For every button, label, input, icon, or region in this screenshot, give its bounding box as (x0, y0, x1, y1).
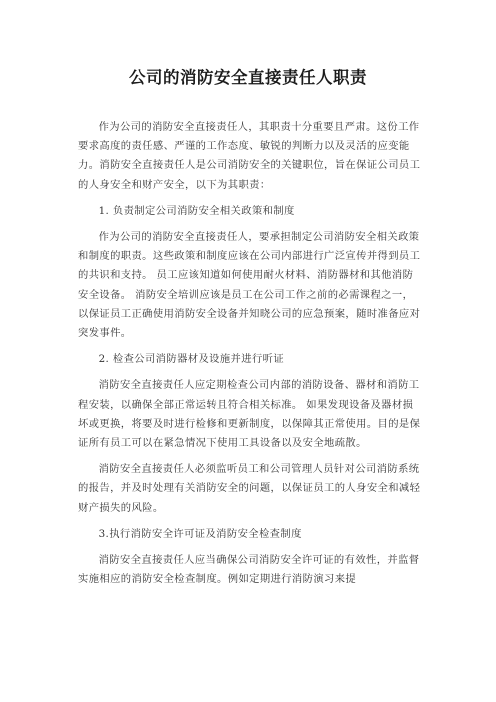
section-2-paragraph-1: 消防安全直接责任人应定期检查公司内部的消防设备、器材和消防工程安装，以确保全部正常运转且符合相关标准。 如果发现设备及器材损坏或更换，将要及时进行检修和更新制度，以保障其正常使用。目的是保证所有员工可以在紧急情况下使用工具设备以及安全地疏散。 (78, 379, 421, 450)
section-1-paragraph-1: 作为公司的消防安全直接责任人，要承担制定公司消防安全相关政策和制度的职责。这些政策和制度应该在公司内部进行广泛宣传并得到员工的共识和支持。 员工应该知道如何使用耐火材料、消防器材和其他消防安全设备。 消防安全培训应该是员工在公司工作之前的必需课程之一，以保证员工正确使用消防安全设备并知晓公司的应急预案，随时准备应对突发事件。 (78, 231, 421, 340)
document-body (78, 118, 422, 596)
section-heading-3: 3.执行消防安全许可证及消防安全检查制度 (98, 527, 302, 540)
page-title: 公司的消防安全直接责任人职责 (129, 68, 367, 87)
section-3-paragraph-1: 消防安全直接责任人应当确保公司消防安全许可证的有效性，并监督实施相应的消防安全检查制度。例如定期进行消防演习来提 (78, 554, 420, 586)
section-2-paragraph-2: 消防安全直接责任人必须监听员工和公司管理人员针对公司消防系统的报告，并及时处理有关消防安全的问题，以保证员工的人身安全和减轻财产损失的风险。 (78, 463, 421, 514)
section-heading-1: 1. 负责制定公司消防安全相关政策和制度 (98, 204, 295, 217)
intro-paragraph: 作为公司的消防安全直接责任人，其职责十分重要且严肃。这份工作要求高度的责任感、严谨的工作态度、敏锐的判断力以及灵活的应变能力。消防安全直接责任人是公司消防安全的关键职位，旨在保证公司员工的人身安全和财产安全，以下为其职责： (78, 121, 421, 191)
section-heading-2: 2. 检查公司消防器材及设施并进行听证 (98, 353, 285, 366)
